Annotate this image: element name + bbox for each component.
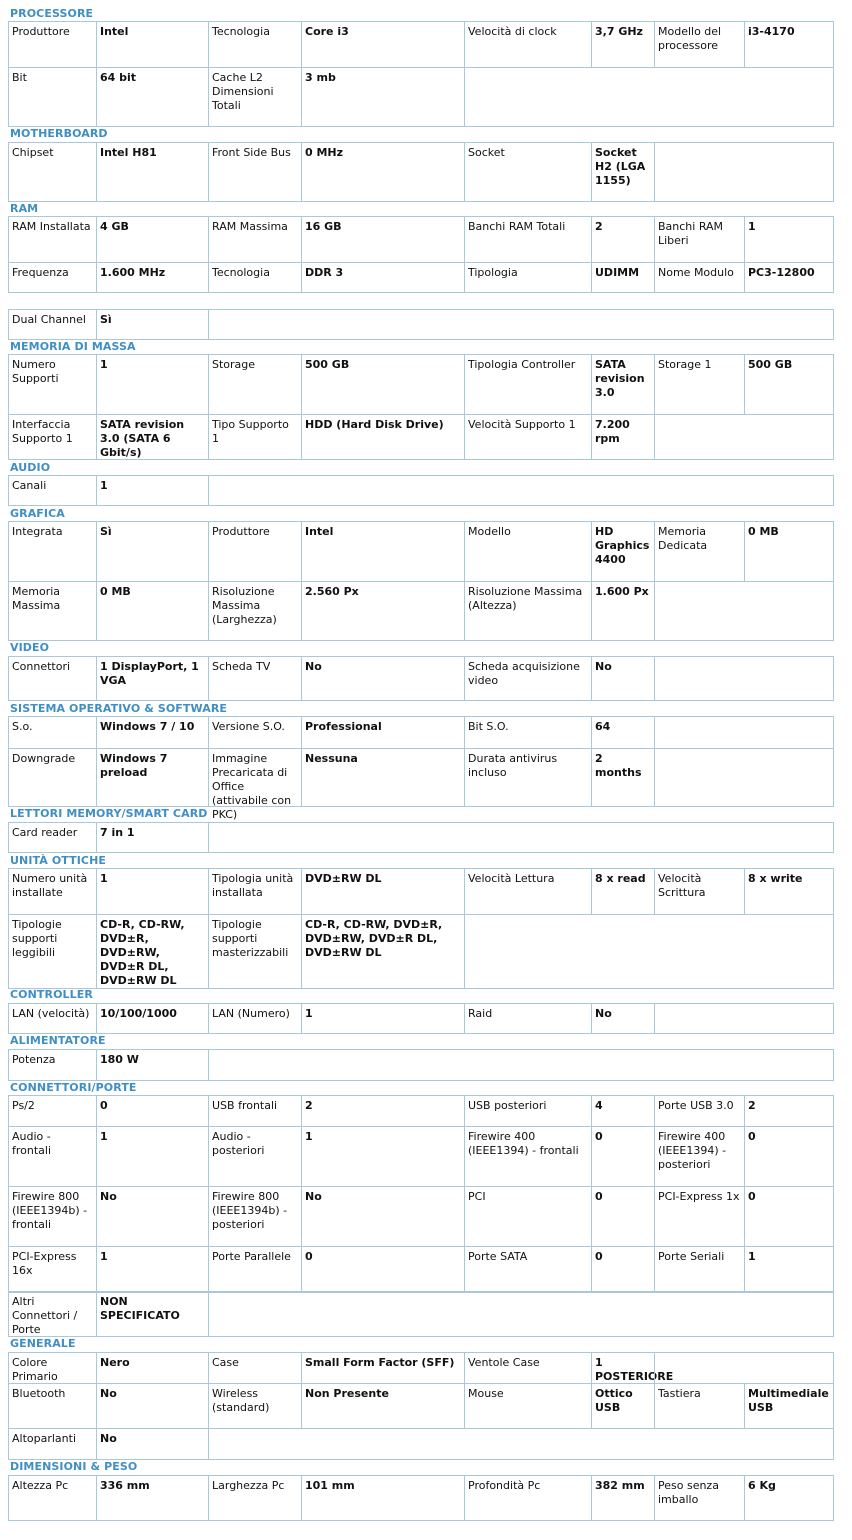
spec-value: Intel H81 <box>96 143 208 201</box>
spec-value: 2 months <box>591 749 654 806</box>
spec-label: Ventole Case <box>464 1353 591 1383</box>
spec-value: 180 W <box>96 1050 208 1080</box>
spec-value: HDD (Hard Disk Drive) <box>301 415 464 459</box>
spec-row <box>8 1383 834 1429</box>
spec-row <box>8 822 834 853</box>
spec-value: SATA revision 3.0 <box>591 355 654 414</box>
spec-value: 10/100/1000 <box>96 1004 208 1033</box>
empty-cell <box>654 749 835 806</box>
spec-value: 1 <box>96 1127 208 1186</box>
spec-label: Tecnologia <box>208 263 301 292</box>
spec-label: Integrata <box>12 525 63 538</box>
spec-label: Socket <box>464 143 591 201</box>
empty-cell <box>654 1004 835 1033</box>
spec-label: Case <box>208 1353 301 1383</box>
spec-value: 8 x read <box>591 869 654 914</box>
spec-label: Card reader <box>12 826 78 839</box>
spec-label: Storage <box>208 355 301 414</box>
spec-value: 1 <box>96 476 208 505</box>
spec-value: DVD±RW DL <box>301 869 464 914</box>
spec-value: UDIMM <box>591 263 654 292</box>
spec-value: 1 DisplayPort, 1 VGA <box>96 657 208 700</box>
spec-label: Wireless (standard) <box>208 1384 301 1428</box>
spec-row <box>8 309 834 340</box>
spec-label: Storage 1 <box>654 355 744 414</box>
spec-value: 8 x write <box>744 869 835 914</box>
section-title-video: VIDEO <box>10 641 50 654</box>
spec-value: 3,7 GHz <box>591 22 654 67</box>
spec-label: Mouse <box>464 1384 591 1428</box>
section-title-alimentatore: ALIMENTATORE <box>10 1034 106 1047</box>
spec-value: Windows 7 / 10 <box>96 717 208 748</box>
spec-value: 0 <box>96 1096 208 1126</box>
spec-value: 1 <box>301 1004 464 1033</box>
empty-cell <box>654 415 835 459</box>
section-title-controller: CONTROLLER <box>10 988 93 1001</box>
spec-label: Modello <box>464 522 591 581</box>
spec-value: 4 GB <box>96 217 208 262</box>
spec-value: HD Graphics 4400 <box>591 522 654 581</box>
spec-label: Numero Supporti <box>12 358 59 385</box>
spec-value: 1.600 MHz <box>96 263 208 292</box>
spec-label: Firewire 400 (IEEE1394) - posteriori <box>654 1127 744 1186</box>
spec-label: Connettori <box>12 660 71 673</box>
spec-row <box>8 1352 834 1384</box>
spec-label: Profondità Pc <box>464 1476 591 1520</box>
spec-row <box>8 262 834 293</box>
spec-value: No <box>301 1187 464 1246</box>
empty-cell <box>208 823 835 852</box>
spec-label: Altezza Pc <box>12 1479 69 1492</box>
spec-label: Bit S.O. <box>464 717 591 748</box>
spec-value: 4 <box>591 1096 654 1126</box>
spec-label: Larghezza Pc <box>208 1476 301 1520</box>
spec-value: 2 <box>744 1096 835 1126</box>
spec-value: Windows 7 preload <box>96 749 208 806</box>
spec-row <box>8 354 834 415</box>
spec-label: Memoria Massima <box>12 585 61 612</box>
spec-row <box>8 1246 834 1293</box>
section-title-connettori-porte: CONNETTORI/PORTE <box>10 1081 137 1094</box>
spec-label: Firewire 800 (IEEE1394b) - posteriori <box>208 1187 301 1246</box>
spec-value: No <box>591 1004 654 1033</box>
spec-label: USB posteriori <box>464 1096 591 1126</box>
spec-value: 0 <box>744 1127 835 1186</box>
empty-cell <box>654 143 835 201</box>
spec-row <box>8 716 834 749</box>
empty-cell <box>464 915 835 988</box>
spec-label: Porte SATA <box>464 1247 591 1292</box>
spec-value: 2 <box>301 1096 464 1126</box>
spec-label: Immagine Precaricata di Office (attivabile con PKC) <box>208 749 301 806</box>
spec-label: S.o. <box>12 720 33 733</box>
spec-value: 0 <box>591 1247 654 1292</box>
spec-value: Professional <box>301 717 464 748</box>
spec-value: 1 <box>96 869 208 914</box>
spec-label: Firewire 800 (IEEE1394b) - frontali <box>12 1190 88 1231</box>
spec-label: Firewire 400 (IEEE1394) - frontali <box>464 1127 591 1186</box>
spec-label: Downgrade <box>12 752 76 765</box>
spec-label: Tastiera <box>654 1384 744 1428</box>
empty-cell <box>208 310 835 339</box>
spec-value: No <box>96 1429 208 1459</box>
section-title-lettori-memory-smart-card: LETTORI MEMORY/SMART CARD <box>10 807 208 820</box>
spec-label: LAN (velocità) <box>12 1007 90 1020</box>
spec-row <box>8 21 834 68</box>
spec-value: Non Presente <box>301 1384 464 1428</box>
spec-value: Ottico USB <box>591 1384 654 1428</box>
section-title-audio: AUDIO <box>10 461 51 474</box>
spec-label: PCI-Express 1x <box>654 1187 744 1246</box>
spec-value: No <box>301 657 464 700</box>
spec-label: Frequenza <box>12 266 69 279</box>
spec-value: 1.600 Px <box>591 582 654 640</box>
spec-value: Core i3 <box>301 22 464 67</box>
spec-row <box>8 868 834 915</box>
spec-label: Front Side Bus <box>208 143 301 201</box>
spec-label: Tipologia <box>464 263 591 292</box>
spec-row <box>8 1003 834 1034</box>
spec-label: Velocità Scrittura <box>654 869 744 914</box>
section-title-dimensioni-peso: DIMENSIONI & PESO <box>10 1460 138 1473</box>
spec-value: No <box>96 1384 208 1428</box>
spec-value: 0 MHz <box>301 143 464 201</box>
spec-label: USB frontali <box>208 1096 301 1126</box>
spec-value: Multimediale USB <box>744 1384 835 1428</box>
spec-label: Porte Seriali <box>654 1247 744 1292</box>
spec-value: 1 <box>744 217 835 262</box>
empty-cell <box>208 1429 835 1459</box>
spec-value: 2.560 Px <box>301 582 464 640</box>
spec-row <box>8 1475 834 1521</box>
spec-row <box>8 656 834 701</box>
spec-label: Risoluzione Massima (Altezza) <box>464 582 591 640</box>
spec-value: 1 POSTERIORE <box>591 1353 654 1383</box>
spec-value: 7 in 1 <box>96 823 208 852</box>
spec-label: Audio - posteriori <box>208 1127 301 1186</box>
spec-value: No <box>591 657 654 700</box>
spec-row <box>8 142 834 202</box>
spec-value: 1 <box>301 1127 464 1186</box>
spec-label: Modello del processore <box>654 22 744 67</box>
spec-value: SATA revision 3.0 (SATA 6 Gbit/s) <box>96 415 208 459</box>
spec-value: CD-R, CD-RW, DVD±R, DVD±RW, DVD±R DL, DVD±RW DL <box>96 915 208 988</box>
spec-row <box>8 581 834 641</box>
spec-label: Raid <box>464 1004 591 1033</box>
spec-label: Nome Modulo <box>654 263 744 292</box>
spec-value: CD-R, CD-RW, DVD±R, DVD±RW, DVD±R DL, DVD±RW DL <box>301 915 464 988</box>
spec-value: No <box>96 1187 208 1246</box>
spec-value: PC3-12800 <box>744 263 835 292</box>
spec-value: 500 GB <box>301 355 464 414</box>
spec-value: 0 <box>301 1247 464 1292</box>
spec-value: Nessuna <box>301 749 464 806</box>
spec-value: Nero <box>96 1353 208 1383</box>
spec-value: 6 Kg <box>744 1476 835 1520</box>
spec-label: Velocità Supporto 1 <box>464 415 591 459</box>
spec-label: Tipologia unità installata <box>208 869 301 914</box>
spec-value: 0 <box>591 1127 654 1186</box>
spec-row <box>8 1291 834 1337</box>
section-title-grafica: GRAFICA <box>10 507 65 520</box>
spec-row <box>8 475 834 506</box>
spec-value: 0 MB <box>96 582 208 640</box>
spec-row <box>8 1049 834 1081</box>
empty-cell <box>654 1353 835 1383</box>
section-title-sistema-operativo-software: SISTEMA OPERATIVO & SOFTWARE <box>10 702 228 715</box>
spec-value: 101 mm <box>301 1476 464 1520</box>
spec-row <box>8 1126 834 1187</box>
spec-value: 3 mb <box>301 68 464 126</box>
spec-value: 0 <box>591 1187 654 1246</box>
spec-label: Altoparlanti <box>12 1432 77 1445</box>
spec-label: Risoluzione Massima (Larghezza) <box>208 582 301 640</box>
spec-value: Intel <box>96 22 208 67</box>
spec-value: 64 bit <box>96 68 208 126</box>
empty-cell <box>208 476 835 505</box>
empty-cell <box>654 657 835 700</box>
section-title-generale: GENERALE <box>10 1337 76 1350</box>
spec-value: 1 <box>96 355 208 414</box>
spec-label: RAM Massima <box>208 217 301 262</box>
section-title-motherboard: MOTHERBOARD <box>10 127 108 140</box>
section-title-unita-ottiche: UNITÀ OTTICHE <box>10 854 107 867</box>
spec-label: Interfaccia Supporto 1 <box>12 418 73 445</box>
spec-label: Bit <box>12 71 27 84</box>
spec-value: DDR 3 <box>301 263 464 292</box>
spec-label: Peso senza imballo <box>654 1476 744 1520</box>
spec-row <box>8 67 834 127</box>
spec-label: Velocità di clock <box>464 22 591 67</box>
spec-value: 7.200 rpm <box>591 415 654 459</box>
spec-label: Cache L2 Dimensioni Totali <box>208 68 301 126</box>
spec-label: Ps/2 <box>12 1099 35 1112</box>
spec-label: LAN (Numero) <box>208 1004 301 1033</box>
spec-label: Dual Channel <box>12 313 86 326</box>
spec-row <box>8 1186 834 1247</box>
empty-cell <box>464 68 835 126</box>
spec-value: i3-4170 <box>744 22 835 67</box>
spec-label: Versione S.O. <box>208 717 301 748</box>
spec-label: Scheda acquisizione video <box>464 657 591 700</box>
spec-label: Scheda TV <box>208 657 301 700</box>
spec-label: RAM Installata <box>12 220 91 233</box>
spec-label: Banchi RAM Totali <box>464 217 591 262</box>
section-title-processore: PROCESSORE <box>10 7 94 20</box>
empty-cell <box>208 1050 835 1080</box>
spec-label: Porte Parallele <box>208 1247 301 1292</box>
spec-label: Canali <box>12 479 47 492</box>
spec-label: Durata antivirus incluso <box>464 749 591 806</box>
spec-value: 336 mm <box>96 1476 208 1520</box>
spec-label: Numero unità installate <box>12 872 88 899</box>
spec-row <box>8 1095 834 1127</box>
spec-label: Bluetooth <box>12 1387 66 1400</box>
spec-row <box>8 414 834 460</box>
spec-value: 500 GB <box>744 355 835 414</box>
spec-label: Tipo Supporto 1 <box>208 415 301 459</box>
spec-label: PCI-Express 16x <box>12 1250 77 1277</box>
spec-value: NON SPECIFICATO <box>96 1292 208 1336</box>
spec-label: Memoria Dedicata <box>654 522 744 581</box>
spec-value: 64 <box>591 717 654 748</box>
section-title-ram: RAM <box>10 202 39 215</box>
spec-label: Tipologie supporti leggibili <box>12 918 62 959</box>
spec-label: Produttore <box>12 25 70 38</box>
spec-row <box>8 216 834 263</box>
spec-label: Colore Primario <box>12 1356 58 1383</box>
spec-label: Banchi RAM Liberi <box>654 217 744 262</box>
empty-cell <box>654 582 835 640</box>
empty-cell <box>208 1292 835 1336</box>
spec-row <box>8 521 834 582</box>
spec-value: 16 GB <box>301 217 464 262</box>
spec-value: Sì <box>96 310 208 339</box>
spec-label: Porte USB 3.0 <box>654 1096 744 1126</box>
spec-label: Produttore <box>208 522 301 581</box>
spec-value: 2 <box>591 217 654 262</box>
spec-value: Intel <box>301 522 464 581</box>
empty-cell <box>654 717 835 748</box>
section-title-memoria-di-massa: MEMORIA DI MASSA <box>10 340 136 353</box>
spec-label: Tipologia Controller <box>464 355 591 414</box>
spec-row <box>8 914 834 989</box>
spec-value: Small Form Factor (SFF) <box>301 1353 464 1383</box>
spec-label: Velocità Lettura <box>464 869 591 914</box>
spec-value: 1 <box>96 1247 208 1292</box>
spec-label: Chipset <box>12 146 54 159</box>
spec-value: Socket H2 (LGA 1155) <box>591 143 654 201</box>
spec-label: Audio - frontali <box>12 1130 52 1157</box>
spec-value: 1 <box>744 1247 835 1292</box>
spec-value: Sì <box>96 522 208 581</box>
spec-value: 0 <box>744 1187 835 1246</box>
spec-value: 0 MB <box>744 522 835 581</box>
spec-label: Tecnologia <box>208 22 301 67</box>
spec-label: PCI <box>464 1187 591 1246</box>
spec-label: Altri Connettori / Porte <box>12 1295 78 1336</box>
spec-row <box>8 1428 834 1460</box>
spec-label: Potenza <box>12 1053 56 1066</box>
spec-value: 382 mm <box>591 1476 654 1520</box>
spec-label: Tipologie supporti masterizzabili <box>208 915 301 988</box>
